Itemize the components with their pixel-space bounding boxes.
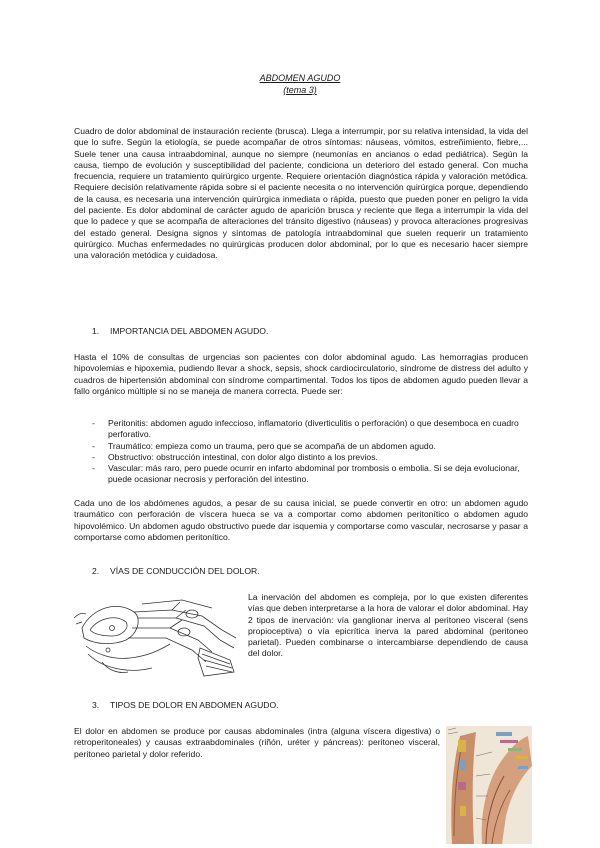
section2-number: 2. [92, 566, 100, 576]
bullet-text: Vascular: más raro, pero puede ocurrir en infarto abdominal por trombosis o embolia. Si se deja evolucionar, puede ocasionar necrosis y perforación del intestino. [108, 463, 520, 485]
bullet-dash: - [92, 463, 95, 474]
document-title: ABDOMEN AGUDO [259, 73, 341, 83]
section1-body: Hasta el 10% de consultas de urgencias son pacientes con dolor abdominal agudo. Las hemorragias producen hipovolemias e hipoxemia, pudiendo llevar a shock, sepsis, shock cardiocirculatorio, síndrome de distress del adulto y cuadros de hipertensión abdominal con síndrome compartimental. Todos los tipos de abdomen agudo pueden llevar a fallo orgánico múltiple si no se maneja de manera correcta. Puede ser: [74, 352, 528, 396]
section2-title: VÍAS DE CONDUCCIÓN DEL DOLOR. [110, 566, 260, 576]
section3-body: El dolor en abdomen se produce por causas abdominales (intra (alguna víscera digestiva) o retroperitoneales) y causas extraabdominales (riñón, uréter y páncreas): peritoneo visceral, peritoneo parietal y dolor referido. [74, 726, 440, 759]
bullet-text: Traumático: empieza como un trauma, pero que se acompaña de un abdomen agudo. [108, 440, 436, 451]
bullet-dash: - [92, 451, 95, 462]
section2-body: La inervación del abdomen es compleja, por lo que existen diferentes vías que deben interpretarse a la hora de valorar el dolor abdominal. Hay 2 tipos de inervación: vía ganglionar inerva al peritoneo visceral (sens propioceptiva) o vía epicrítica inerva la pared abdominal (peritoneo parietal). Pueden combinarse o intercambiarse dependiendo de causa del dolor. [248, 592, 528, 659]
dermatome-illustration [446, 726, 532, 844]
section2-heading [92, 566, 260, 577]
section3-heading [92, 700, 279, 711]
section1-bullet-list [74, 418, 528, 486]
document-subtitle: (tema 3) [283, 85, 317, 95]
section3-title: TIPOS DE DOLOR EN ABDOMEN AGUDO. [110, 700, 279, 710]
bullet-dash: - [92, 440, 95, 451]
title-block [0, 72, 600, 96]
section3-number: 3. [92, 700, 100, 710]
section1-closing: Cada uno de los abdómenes agudos, a pesar de su causa inicial, se puede convertir en otro: un abdomen agudo traumático con perforación de víscera hueca se va a comportar como abdomen peritonítico o abdomen agudo hipovolémico. Un abdomen agudo obstructivo puede dar isquemia y comportarse como vascular, necrosarse y pasar a comportarse como abdomen peritonítico. [74, 498, 528, 542]
section1-heading [92, 326, 268, 337]
bullet-text: Peritonitis: abdomen agudo infeccioso, inflamatorio (diverticulitis o perforación) o que desemboca en cuadro perforativo. [108, 418, 519, 440]
list-item [74, 463, 528, 486]
section1-number: 1. [92, 326, 100, 336]
list-item [74, 441, 528, 452]
section1-title: IMPORTANCIA DEL ABDOMEN AGUDO. [110, 326, 269, 336]
nerve-pathway-illustration [72, 588, 242, 680]
list-item [74, 452, 528, 463]
list-item [74, 418, 528, 441]
intro-paragraph: Cuadro de dolor abdominal de instauración reciente (brusca). Llega a interrumpir, por su relativa intensidad, la vida del que lo sufre. Según la etiología, se puede acompañar de otros síntomas: náuseas, vómitos, estreñimiento, fiebre,... Suele tener una causa intraabdominal, aunque no siempre (neumonías en ancianos o edad pediátrica). Según la causa, tiempo de evolución y susceptibilidad del paciente, condiciona un deterioro del estado general. Con mucha frecuencia, requiere un tratamiento quirúrgico urgente. Requiere orientación diagnóstica rápida y valoración metódica. Requiere decisión relativamente rápida sobre si el paciente necesita o no intervención quirúrgica porque, dependiendo de la causa, es necesaria una intervención quirúrgica inmediata o rápida, puesto que pueden poner en peligro la vida del paciente. Es dolor abdominal de carácter agudo de aparición brusca y reciente que llega a interrumpir la vida del que lo padece y que se acompaña de alteraciones del tránsito digestivo (náuseas) y provoca alteraciones progresivas del estado general. Designa signos y síntomas de patología intraabdominal que suelen requerir un tratamiento quirúrgico. Muchas enfermedades no quirúrgicas producen dolor abdominal, por lo que es necesario hacer siempre una valoración metódica y cuidadosa. [74, 126, 528, 261]
bullet-dash: - [92, 418, 95, 428]
bullet-text: Obstructivo: obstrucción intestinal, con dolor algo distinto a los previos. [108, 451, 378, 462]
